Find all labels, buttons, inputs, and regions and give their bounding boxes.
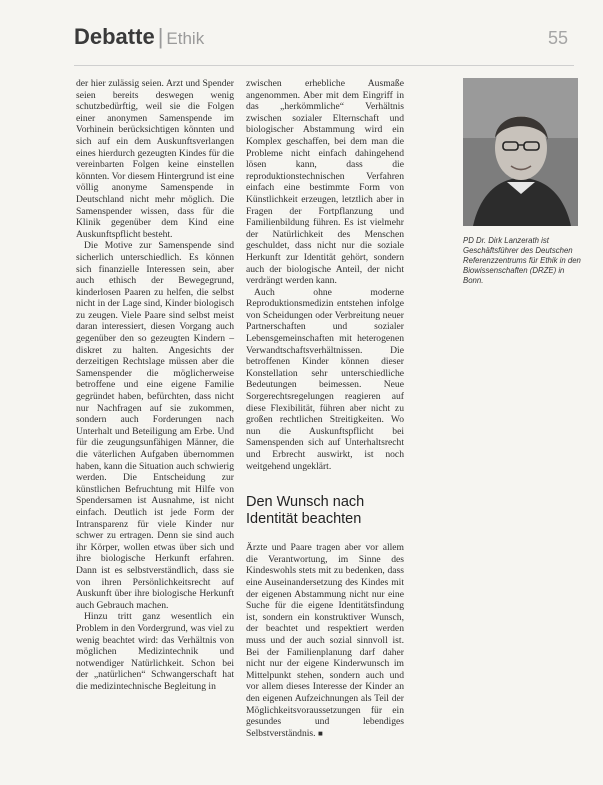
subsection-name: Ethik (166, 29, 205, 48)
page-header (0, 0, 603, 66)
paragraph: der hier zulässig seien. Arzt und Spender seien bereits deswegen wenig schutzbedürftig, weil sie die Folgen einer anonymen Samenspende im Vorhinein berücksichtigen könnten und sich auf ein dem Auskunftsverlangen eines hierdurch gezeugten Kindes für die vereinbarten Folgen keine einstellen könnten. Vor diesem Hintergrund ist eine völlig anonyme Samenspende in Deutschland nicht mehr möglich. Die Samenspender wissen, dass für die Klinik gegenüber dem Kind eine Auskunftspflicht besteht. (76, 78, 234, 240)
author-portrait (463, 78, 578, 226)
text-column-left (76, 78, 234, 778)
paragraph: Hinzu tritt ganz wesentlich ein Problem in den Vordergrund, was viel zu wenig beachtet wird: das Verhältnis von möglichen Medizintechnik und notwendiger Natürlichkeit. Schon bei der „natürlichen“ Schwangerschaft hat die medizintechnische Begleitung in (76, 611, 234, 692)
photo-caption: PD Dr. Dirk Lanzerath ist Geschäftsführer des Deutschen Referenzzentrums für Ethik in den Biowissenschaften (DRZE) in Bonn. (463, 236, 581, 285)
section-separator: | (157, 24, 164, 49)
portrait-illustration (463, 78, 578, 226)
header-rule (74, 65, 574, 66)
paragraph (246, 542, 404, 739)
section-name: Debatte (74, 24, 155, 49)
end-mark: ■ (317, 728, 323, 738)
paragraph: Die Motive zur Samenspende sind sicherlich unterschiedlich. Es können sich finanzielle Interessen sein, aber auch ethisch der Bewegegrund, kinderlosen Paaren zu helfen, die selbst nicht in der Lage sind, Kinder biologisch zu zeugen. Viele Paare sind selbst meist daran interessiert, diesen Vorgang auch gegenüber den so gezeugten Kindern – diskret zu halten. Angesichts der derzeitigen Rechtslage müssen aber die Samenspender die möglicherweise betroffene und eine eigene Familie gegründet haben, befürchten, dass nicht nur Nachfragen auf sie zukommen, sondern auch Forderungen nach Unterhalt und Beteiligung am Erbe. Und für die zeugungsunfähigen Männer, die die väterlichen Aufgaben übernommen haben, kann die Situation auch schwierig werden. Die Entscheidung zur künstlichen Befruchtung mit Hilfe von Spendersamen ist Ausnahme, ist nicht einfach. Deutlich ist jede Form der Intransparenz für viele Kinder nur schwer zu ertragen. Denn sie sind auch ihr Körper, wollen etwas über sich und ihre biologische Herkunft erfahren. Dann ist es selbstverständlich, dass sie von ihren Persönlichkeitsrecht auf Auskunft über ihre biologische Herkunft auch Gebrauch machen. (76, 240, 234, 611)
paragraph: Auch ohne moderne Reproduktionsmedizin entstehen infolge von Scheidungen oder Verbreitung neuer Partnerschaften und sozialer Lebensgemeinschaften mit heterogenen Verwandtschaftsverhältnissen. Die betroffenen Kinder können dieser Konstellation sehr unterschiedliche Bedeutungen beimessen. Neue Sorgerechtsregelungen reagieren auf diese Flexibilität, führen aber nicht zu großen rechtlichen Streitigkeiten. Wo nun die Auskunftspflicht bei Samenspenden sich auf Unterhaltsrecht und Erbrecht auswirkt, ist noch weitgehend ungeklärt. (246, 286, 404, 472)
paragraph-text: Ärzte und Paare tragen aber vor allem die Verantwortung, im Sinne des Kindeswohls stets mit zu bedenken, dass eine Auseinandersetzung des Kindes mit der eigenen Abstammung nicht nur eine Suche für die eigene Identitätsfindung ist, sondern ein konstruktiver Wunsch, der beachtet und respektiert werden muss und der auch sozial sinnvoll ist. Bei der Familienplanung darf daher nicht nur der eigene Kinderwunsch im Mittelpunkt stehen, sondern auch und vor allem dieses Interesse der Kinder an den eigenen Aufzeichnungen als Teil der Möglichkeitsvoraussetzungen für ein gesundes und lebendiges Selbstverständnis. (246, 542, 404, 739)
text-column-middle (246, 78, 404, 778)
section-title (74, 24, 204, 50)
page-number: 55 (548, 28, 569, 48)
paragraph: zwischen erhebliche Ausmaße angenommen. Aber mit dem Eingriff in das „herkömmliche“ Verhältnis zwischen sozialer Elternschaft und biologischer Abstammung wird ein Komplex geschaffen, bei dem man die Probleme nicht einfach dahingehend lösen kann, dass die reproduktionstechnischen Verfahren einfach eine bestimmte Form von Künstlichkeit erzeugen, letztlich aber in Fragen der Fortpflanzung und Familienbildung führen. Es ist vielmehr der Natürlichkeit des Menschen geschuldet, dass nicht nur die soziale Herkunft zur Identität gehört, sondern auch der biologische Anteil, der nicht verdrängt werden kann. (246, 78, 404, 287)
subheading: Den Wunsch nach Identität beachten (246, 494, 365, 528)
